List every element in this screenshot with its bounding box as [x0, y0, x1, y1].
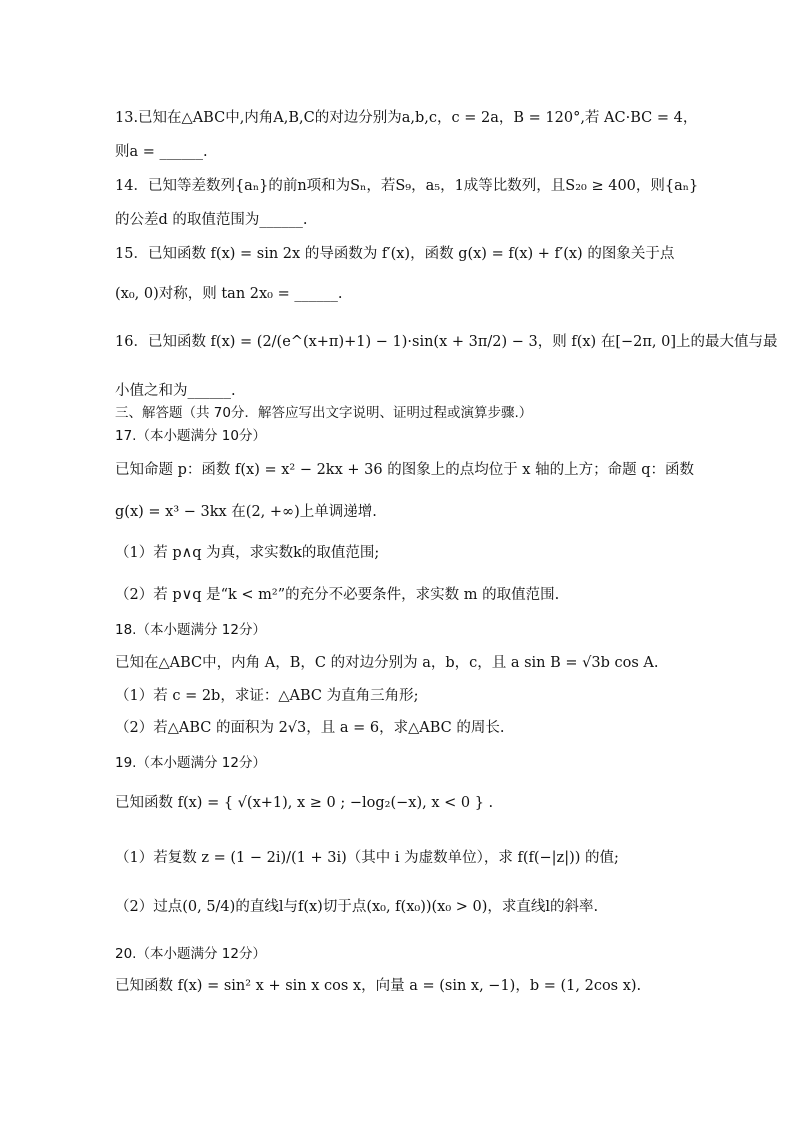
problem-18-part-2: （2）若△ABC 的面积为 2√3，且 a = 6，求△ABC 的周长. — [115, 720, 505, 736]
problem-14-line-1: 14．已知等差数列{aₙ}的前n项和为Sₙ，若S₉，a₅，1成等比数列，且S₂₀ ≥ 400，则{aₙ} — [115, 178, 699, 194]
problem-19-part-1: （1）若复数 z = (1 − 2i)/(1 + 3i)（其中 i 为虚数单位），求 f(f(−|z|)) 的值; — [115, 850, 619, 866]
problem-17-part-1: （1）若 p∧q 为真，求实数k的取值范围; — [115, 545, 380, 561]
problem-18-heading: 18.（本小题满分 12分） — [115, 622, 266, 638]
problem-14-line-2: 的公差d 的取值范围为______. — [115, 212, 308, 228]
problem-20-heading: 20.（本小题满分 12分） — [115, 946, 266, 962]
problem-13-line-2: 则a = ______. — [115, 144, 208, 160]
problem-19-heading: 19.（本小题满分 12分） — [115, 755, 266, 771]
problem-17-heading: 17.（本小题满分 10分） — [115, 428, 266, 444]
section-3-title: 三、解答题（共 70分．解答应写出文字说明、证明过程或演算步骤.） — [115, 405, 533, 421]
problem-18-line-1: 已知在△ABC中，内角 A，B，C 的对边分别为 a，b，c，且 a sin B = √3b cos A. — [115, 655, 659, 671]
problem-18-part-1: （1）若 c = 2b，求证：△ABC 为直角三角形; — [115, 688, 419, 704]
problem-13-line-1: 13.已知在△ABC中,内角A,B,C的对边分别为a,b,c，c = 2a，B = 120°,若 AC·BC = 4， — [115, 110, 698, 126]
problem-16-line-1: 16．已知函数 f(x) = (2/(e^(x+π)+1) − 1)·sin(x + 3π/2) − 3，则 f(x) 在[−2π, 0]上的最大值与最 — [115, 334, 778, 350]
problem-17-part-2: （2）若 p∨q 是“k < m²”的充分不必要条件，求实数 m 的取值范围. — [115, 587, 560, 603]
problem-20-line-1: 已知函数 f(x) = sin² x + sin x cos x，向量 a = (sin x, −1)，b = (1, 2cos x). — [115, 978, 642, 994]
problem-15-line-2: (x₀, 0)对称，则 tan 2x₀ = ______. — [115, 286, 343, 302]
problem-19-line-1: 已知函数 f(x) = { √(x+1), x ≥ 0 ; −log₂(−x), x < 0 } . — [115, 795, 494, 811]
problem-17-line-2: g(x) = x³ − 3kx 在(2, +∞)上单调递增. — [115, 504, 377, 520]
problem-15-line-1: 15．已知函数 f(x) = sin 2x 的导函数为 f′(x)，函数 g(x) = f(x) + f′(x) 的图象关于点 — [115, 246, 675, 262]
problem-17-line-1: 已知命题 p：函数 f(x) = x² − 2kx + 36 的图象上的点均位于 x 轴的上方；命题 q：函数 — [115, 462, 694, 478]
problem-19-part-2: （2）过点(0, 5/4)的直线l与f(x)切于点(x₀, f(x₀))(x₀ > 0)，求直线l的斜率. — [115, 899, 599, 915]
problem-16-line-2: 小值之和为______. — [115, 383, 236, 399]
